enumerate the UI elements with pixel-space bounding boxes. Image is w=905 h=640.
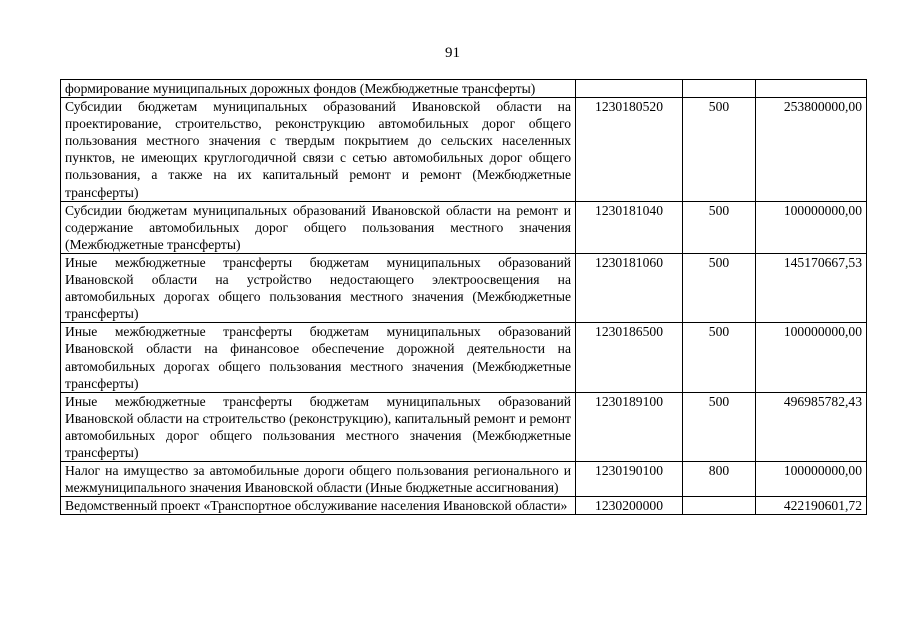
row-code-cell: 1230186500	[576, 323, 683, 392]
row-name-cell: Иные межбюджетные трансферты бюджетам муниципальных образований Ивановской области на финансовое обеспечение дорожной деятельности на автомобильных дорогах общего пользования местного значения (Межбюджетные трансферты)	[61, 323, 576, 392]
row-type-cell: 800	[683, 462, 756, 497]
row-sum-cell: 253800000,00	[756, 98, 867, 202]
row-type-cell: 500	[683, 201, 756, 253]
row-type-cell: 500	[683, 392, 756, 461]
row-name-cell: Ведомственный проект «Транспортное обслуживание населения Ивановской области»	[61, 497, 576, 515]
table-row	[61, 201, 867, 253]
row-sum-cell: 100000000,00	[756, 462, 867, 497]
row-sum-cell: 100000000,00	[756, 323, 867, 392]
row-type-cell: 500	[683, 323, 756, 392]
table-row	[61, 98, 867, 202]
row-code-cell: 1230190100	[576, 462, 683, 497]
row-type-cell: 500	[683, 98, 756, 202]
row-sum-cell: 422190601,72	[756, 497, 867, 515]
table-row	[61, 462, 867, 497]
row-name-cell: Иные межбюджетные трансферты бюджетам муниципальных образований Ивановской области на строительство (реконструкцию), капитальный ремонт и ремонт автомобильных дорог общего пользования местного значения (Межбюджетные трансферты)	[61, 392, 576, 461]
row-code-cell: 1230180520	[576, 98, 683, 202]
row-type-cell: 500	[683, 253, 756, 322]
row-code-cell: 1230181040	[576, 201, 683, 253]
budget-table	[60, 79, 867, 515]
row-sum-cell	[756, 80, 867, 98]
table-row	[61, 323, 867, 392]
row-name-cell: формирование муниципальных дорожных фондов (Межбюджетные трансферты)	[61, 80, 576, 98]
row-type-cell	[683, 497, 756, 515]
row-type-cell	[683, 80, 756, 98]
row-code-cell: 1230200000	[576, 497, 683, 515]
row-name-cell: Налог на имущество за автомобильные дороги общего пользования регионального и межмуниципального значения Ивановской области (Иные бюджетные ассигнования)	[61, 462, 576, 497]
row-sum-cell: 496985782,43	[756, 392, 867, 461]
table-row	[61, 80, 867, 98]
table-row	[61, 253, 867, 322]
row-code-cell: 1230189100	[576, 392, 683, 461]
row-name-cell: Субсидии бюджетам муниципальных образований Ивановской области на ремонт и содержание автомобильных дорог общего пользования местного значения (Межбюджетные трансферты)	[61, 201, 576, 253]
table-row	[61, 497, 867, 515]
row-name-cell: Иные межбюджетные трансферты бюджетам муниципальных образований Ивановской области на устройство недостающего электроосвещения на автомобильных дорогах общего пользования местного значения (Межбюджетные трансферты)	[61, 253, 576, 322]
page-number: 91	[445, 45, 460, 61]
row-name-cell: Субсидии бюджетам муниципальных образований Ивановской области на проектирование, строительство, реконструкцию автомобильных дорог общего пользования местного значения с твердым покрытием до сельских населенных пунктов, не имеющих круглогодичной связи с сетью автомобильных дорог общего пользования, а также на их капитальный ремонт и ремонт (Межбюджетные трансферты)	[61, 98, 576, 202]
row-code-cell	[576, 80, 683, 98]
table-row	[61, 392, 867, 461]
row-sum-cell: 145170667,53	[756, 253, 867, 322]
row-sum-cell: 100000000,00	[756, 201, 867, 253]
row-code-cell: 1230181060	[576, 253, 683, 322]
